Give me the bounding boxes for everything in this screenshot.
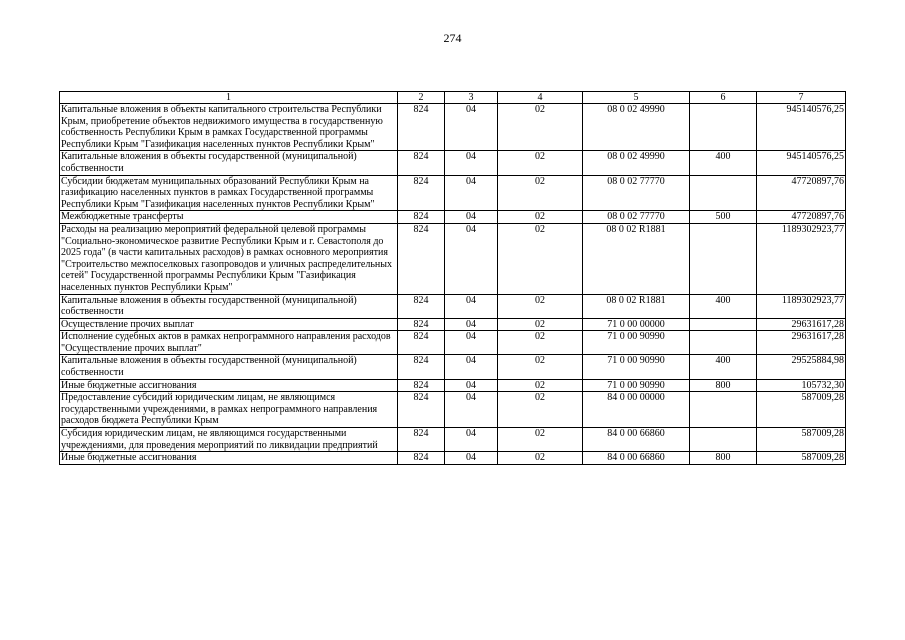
row-col-3: 04 xyxy=(445,428,498,452)
row-col-2: 824 xyxy=(398,379,445,392)
row-col-6 xyxy=(690,223,757,294)
row-amount: 945140576,25 xyxy=(757,151,846,175)
row-col-4: 02 xyxy=(498,452,583,465)
row-col-6 xyxy=(690,318,757,331)
row-name: Капитальные вложения в объекты государственной (муниципальной) собственности xyxy=(60,355,398,379)
row-col-4: 02 xyxy=(498,379,583,392)
table-row xyxy=(60,151,846,175)
table-row xyxy=(60,379,846,392)
table-row xyxy=(60,318,846,331)
table-row xyxy=(60,355,846,379)
row-col-2: 824 xyxy=(398,428,445,452)
row-col-2: 824 xyxy=(398,223,445,294)
row-col-6 xyxy=(690,428,757,452)
table-row xyxy=(60,104,846,151)
row-col-5: 84 0 00 66860 xyxy=(583,428,690,452)
row-col-3: 04 xyxy=(445,294,498,318)
row-col-4: 02 xyxy=(498,211,583,224)
row-col-2: 824 xyxy=(398,104,445,151)
row-col-5: 08 0 02 49990 xyxy=(583,151,690,175)
row-name: Исполнение судебных актов в рамках непрограммного направления расходов "Осуществление прочих выплат" xyxy=(60,331,398,355)
row-col-3: 04 xyxy=(445,392,498,428)
header-col-4: 4 xyxy=(498,92,583,104)
row-col-5: 08 0 02 R1881 xyxy=(583,294,690,318)
row-col-6: 800 xyxy=(690,379,757,392)
header-row xyxy=(60,92,846,104)
row-col-5: 08 0 02 49990 xyxy=(583,104,690,151)
row-col-3: 04 xyxy=(445,318,498,331)
row-amount: 587009,28 xyxy=(757,428,846,452)
row-col-4: 02 xyxy=(498,104,583,151)
header-col-7: 7 xyxy=(757,92,846,104)
row-col-2: 824 xyxy=(398,392,445,428)
row-col-4: 02 xyxy=(498,355,583,379)
row-name: Иные бюджетные ассигнования xyxy=(60,379,398,392)
row-col-4: 02 xyxy=(498,428,583,452)
row-col-2: 824 xyxy=(398,151,445,175)
row-col-2: 824 xyxy=(398,355,445,379)
row-col-3: 04 xyxy=(445,175,498,211)
row-amount: 105732,30 xyxy=(757,379,846,392)
row-col-6: 500 xyxy=(690,211,757,224)
row-col-3: 04 xyxy=(445,379,498,392)
row-col-3: 04 xyxy=(445,223,498,294)
row-col-4: 02 xyxy=(498,175,583,211)
table-row xyxy=(60,392,846,428)
row-col-2: 824 xyxy=(398,452,445,465)
row-name: Капитальные вложения в объекты государственной (муниципальной) собственности xyxy=(60,151,398,175)
row-amount: 29631617,28 xyxy=(757,318,846,331)
row-col-6: 400 xyxy=(690,294,757,318)
row-name: Межбюджетные трансферты xyxy=(60,211,398,224)
table-row xyxy=(60,331,846,355)
row-col-2: 824 xyxy=(398,211,445,224)
row-col-3: 04 xyxy=(445,151,498,175)
row-col-4: 02 xyxy=(498,294,583,318)
row-col-6 xyxy=(690,175,757,211)
row-col-2: 824 xyxy=(398,294,445,318)
table-row xyxy=(60,175,846,211)
header-col-3: 3 xyxy=(445,92,498,104)
row-col-6: 400 xyxy=(690,151,757,175)
table-row xyxy=(60,294,846,318)
row-col-4: 02 xyxy=(498,151,583,175)
row-name: Капитальные вложения в объекты государственной (муниципальной) собственности xyxy=(60,294,398,318)
table-row xyxy=(60,452,846,465)
row-col-3: 04 xyxy=(445,355,498,379)
row-name: Осуществление прочих выплат xyxy=(60,318,398,331)
header-col-6: 6 xyxy=(690,92,757,104)
row-col-5: 71 0 00 00000 xyxy=(583,318,690,331)
row-col-4: 02 xyxy=(498,392,583,428)
row-amount: 47720897,76 xyxy=(757,211,846,224)
row-col-3: 04 xyxy=(445,104,498,151)
row-amount: 587009,28 xyxy=(757,392,846,428)
row-name: Субсидия юридическим лицам, не являющимся государственными учреждениями, для проведения мероприятий по ликвидации предприятий xyxy=(60,428,398,452)
row-col-2: 824 xyxy=(398,318,445,331)
row-col-6 xyxy=(690,392,757,428)
row-col-4: 02 xyxy=(498,223,583,294)
row-col-5: 71 0 00 90990 xyxy=(583,379,690,392)
table-row xyxy=(60,211,846,224)
header-col-5: 5 xyxy=(583,92,690,104)
page-number: 274 xyxy=(443,31,462,45)
row-amount: 587009,28 xyxy=(757,452,846,465)
table-row xyxy=(60,223,846,294)
row-col-5: 08 0 02 77770 xyxy=(583,211,690,224)
header-col-2: 2 xyxy=(398,92,445,104)
row-col-5: 08 0 02 R1881 xyxy=(583,223,690,294)
row-col-2: 824 xyxy=(398,175,445,211)
row-amount: 1189302923,77 xyxy=(757,294,846,318)
row-amount: 47720897,76 xyxy=(757,175,846,211)
row-col-3: 04 xyxy=(445,331,498,355)
table-row xyxy=(60,428,846,452)
row-col-5: 08 0 02 77770 xyxy=(583,175,690,211)
row-col-5: 84 0 00 66860 xyxy=(583,452,690,465)
row-name: Предоставление субсидий юридическим лицам, не являющимся государственными учреждениями, в рамках непрограммного направления расходов бюджета Республики Крым xyxy=(60,392,398,428)
row-col-6 xyxy=(690,331,757,355)
row-name: Иные бюджетные ассигнования xyxy=(60,452,398,465)
row-amount: 29525884,98 xyxy=(757,355,846,379)
row-amount: 1189302923,77 xyxy=(757,223,846,294)
header-col-1: 1 xyxy=(60,92,398,104)
row-name: Капитальные вложения в объекты капитального строительства Республики Крым, приобретение объектов недвижимого имущества в государственную собственность Республики Крым в рамках Государственной программы Республики Крым "Газификация населенных пунктов Республики Крым" xyxy=(60,104,398,151)
row-col-3: 04 xyxy=(445,211,498,224)
budget-table xyxy=(59,91,846,465)
row-col-2: 824 xyxy=(398,331,445,355)
row-col-3: 04 xyxy=(445,452,498,465)
row-name: Расходы на реализацию мероприятий федеральной целевой программы "Социально-экономическое развитие Республики Крым и г. Севастополя до 2025 года" (в части капитальных расходов) в рамках основного мероприятия "Строительство межпоселковых газопроводов и уличных распределительных сетей" Государственной программы Республики Крым "Газификация населенных пунктов Республики Крым" xyxy=(60,223,398,294)
row-col-6 xyxy=(690,104,757,151)
row-col-5: 71 0 00 90990 xyxy=(583,355,690,379)
row-col-6: 400 xyxy=(690,355,757,379)
row-col-4: 02 xyxy=(498,318,583,331)
row-col-5: 71 0 00 90990 xyxy=(583,331,690,355)
row-name: Субсидии бюджетам муниципальных образований Республики Крым на газификацию населенных пунктов в рамках Государственной программы Республики Крым "Газификация населенных пунктов Республики Крым" xyxy=(60,175,398,211)
row-col-4: 02 xyxy=(498,331,583,355)
row-amount: 945140576,25 xyxy=(757,104,846,151)
row-col-5: 84 0 00 00000 xyxy=(583,392,690,428)
row-amount: 29631617,28 xyxy=(757,331,846,355)
row-col-6: 800 xyxy=(690,452,757,465)
